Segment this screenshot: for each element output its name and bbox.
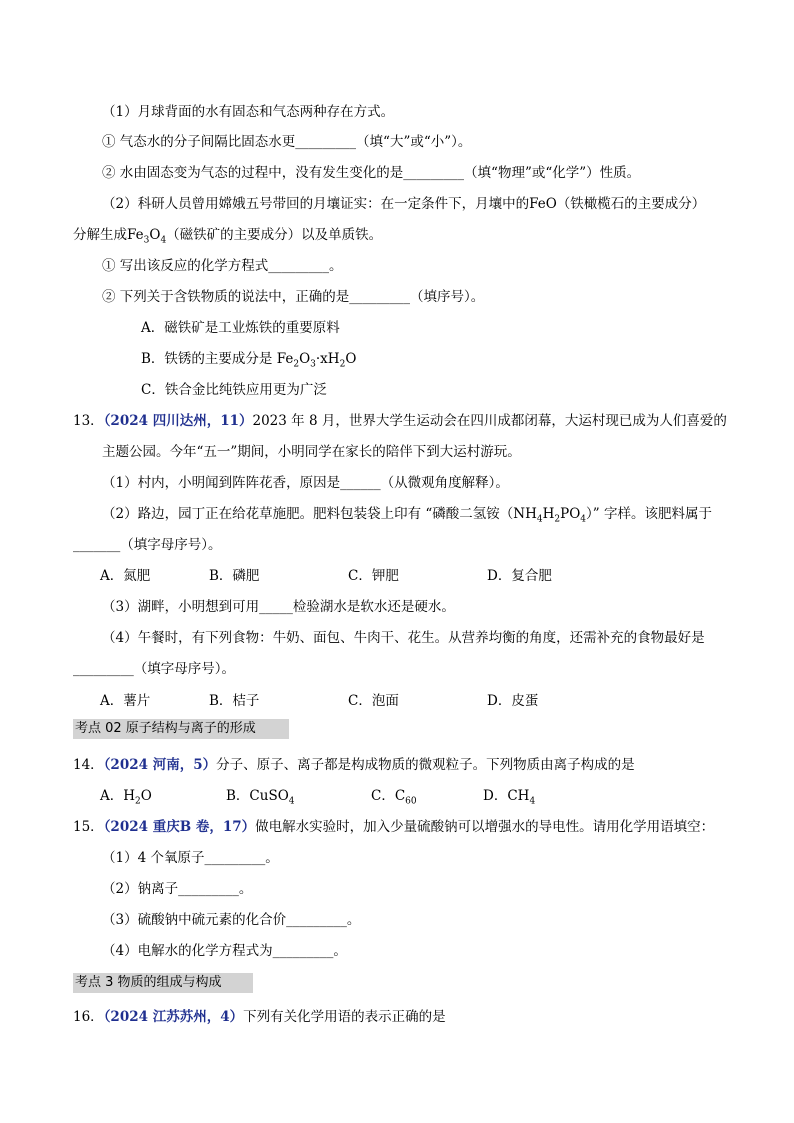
option-d: D．$CH_4$ xyxy=(483,788,536,807)
option-d: D．复合肥 xyxy=(487,568,552,584)
question-source: （2024 江苏苏州，4） xyxy=(103,1009,244,1025)
question-source: （2024 重庆B 卷，17） xyxy=(103,819,256,835)
option-c: C．铁合金比纯铁应用更为广泛 xyxy=(141,382,327,398)
question-13-part-2-cont: _______（填字母序号）。 xyxy=(73,537,222,553)
option-c: C．$C_{60}$ xyxy=(371,788,417,807)
question-13-part-3: （3）湖畔，小明想到可用_____检验湖水是软水还是硬水。 xyxy=(102,599,455,615)
option-a: A．$H_2O$ xyxy=(100,788,152,807)
question-12-part-2: （2）科研人员曾用嫦娥五号带回的月壤证实：在一定条件下，月壤中的FeO（铁橄榄石的主要成分） xyxy=(102,196,706,212)
section-heading: 考点 02 原子结构与离子的形成 xyxy=(73,719,289,739)
option-b: B．桔子 xyxy=(209,693,260,709)
question-15-part-3: （3）硫酸钠中硫元素的化合价_________。 xyxy=(102,912,361,928)
option-c: C．钾肥 xyxy=(348,568,399,584)
section-heading: 考点 3 物质的组成与构成 xyxy=(73,973,253,993)
question-source: （2024 四川达州，11） xyxy=(103,413,253,429)
option-d: D．皮蛋 xyxy=(487,693,539,709)
question-15-part-2: （2）钠离子_________。 xyxy=(102,881,253,897)
question-13-stem: 13．（2024 四川达州，11）2023 年 8 月，世界大学生运动会在四川成都闭幕，大运村现已成为人们喜爱的 xyxy=(73,413,727,429)
question-13-part-4-cont: _________（填字母序号）。 xyxy=(73,661,235,677)
question-14-stem: 14．（2024 河南，5）分子、原子、离子都是构成物质的微观粒子。下列物质由离子构成的是 xyxy=(73,757,635,773)
option-c: C．泡面 xyxy=(348,693,399,709)
option-a: A．氮肥 xyxy=(100,568,151,584)
question-16-stem: 16．（2024 江苏苏州，4）下列有关化学用语的表示正确的是 xyxy=(73,1009,446,1025)
question-12-part-1: （1）月球背面的水有固态和气态两种存在方式。 xyxy=(102,104,395,120)
question-12-part-2b: ② 下列关于含铁物质的说法中，正确的是_________（填序号）。 xyxy=(102,289,485,305)
question-13-part-2: （2）路边，园丁正在给花草施肥。肥料包装袋上印有 “磷酸二氢铵$(NH_4H_2PO_4)$” 字样。该肥料属于 xyxy=(102,506,712,525)
question-15-part-4: （4）电解水的化学方程式为_________。 xyxy=(102,943,347,959)
question-15-stem: 15．（2024 重庆B 卷，17）做电解水实验时，加入少量硫酸钠可以增强水的导电性。请用化学用语填空： xyxy=(73,819,715,835)
question-13-part-4: （4）午餐时，有下列食物：牛奶、面包、牛肉干、花生。从营养均衡的角度，还需补充的食物最好是 xyxy=(102,630,705,646)
option-b: B．CuSO$_4$ xyxy=(226,788,295,807)
option-b: B．铁锈的主要成分是 $Fe_2O_3\cdot xH_2O$ xyxy=(141,351,357,370)
option-b: B．磷肥 xyxy=(209,568,260,584)
question-12-part-2a: ① 写出该反应的化学方程式_________。 xyxy=(102,258,343,274)
question-12-part-2-cont: 分解生成$Fe_3O_4$（磁铁矿的主要成分）以及单质铁。 xyxy=(73,227,383,246)
question-13-stem-cont: 主题公园。今年“五一”期间，小明同学在家长的陪伴下到大运村游玩。 xyxy=(102,444,521,460)
question-13-part-1: （1）村内，小明闻到阵阵花香，原因是______（从微观角度解释）。 xyxy=(102,475,509,491)
option-a: A．磁铁矿是工业炼铁的重要原料 xyxy=(141,320,340,336)
question-source: （2024 河南，5） xyxy=(103,757,217,773)
question-12-part-1b: ② 水由固态变为气态的过程中，没有发生变化的是_________（填“物理”或“化学”）性质。 xyxy=(102,165,641,181)
question-12-part-1a: ① 气态水的分子间隔比固态水更_________（填“大”或“小”）。 xyxy=(102,134,472,150)
option-a: A．薯片 xyxy=(100,693,151,709)
question-15-part-1: （1）4 个氧原子_________。 xyxy=(102,850,279,866)
